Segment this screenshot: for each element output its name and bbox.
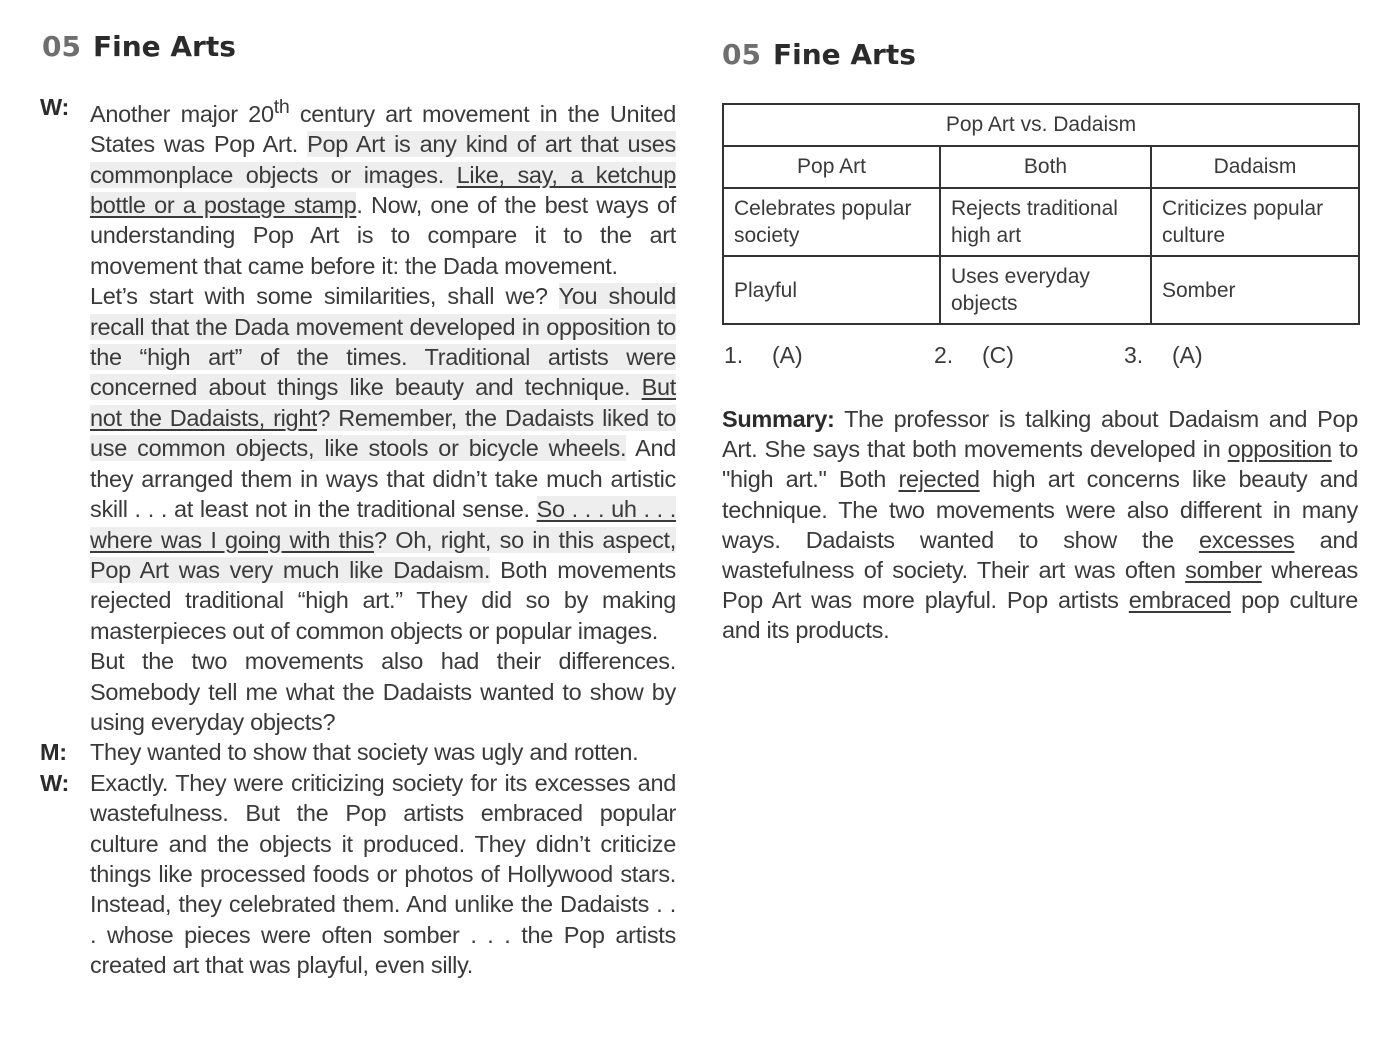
text-run: whereas Pop Art was more playful. Pop artists [722, 557, 1358, 614]
vocab-word: opposition [1227, 436, 1332, 463]
answer-value: (C) [982, 342, 1014, 368]
underlined-phrase: Like, say, a ketchup bottle or a postage stamp [90, 161, 676, 219]
text-run: . Now, one of the best ways of understanding Pop Art is to compare it to the art movement that came before it: the Dada movement. [90, 192, 676, 279]
highlighted-text: ? Remember, the Dadaists liked to use common objects, like stools or bicycle wheels. [90, 404, 676, 462]
text-run: Both movements rejected traditional “high art.” They did so by making masterpieces out of common objects or popular images. [90, 556, 676, 644]
answer-number: 3. [1124, 342, 1144, 368]
right-section-header [722, 38, 916, 71]
table-title: Pop Art vs. Dadaism [723, 104, 1359, 146]
table-cell: Somber [1151, 256, 1359, 324]
turn-text: They wanted to show that society was ugly and rotten. [90, 739, 639, 766]
vocab-word: embraced [1128, 587, 1231, 614]
answer-value: (A) [772, 342, 803, 368]
text-run: century art movement in the United States was Pop Art. [90, 100, 677, 158]
comparison-table [722, 103, 1360, 325]
answer-value: (A) [1172, 342, 1203, 368]
speaker-label: W: [40, 94, 69, 120]
left-section-number: 05 [42, 30, 81, 63]
text-run: Another major 20 [90, 100, 274, 127]
right-section-number: 05 [722, 38, 761, 71]
vocab-word: excesses [1198, 526, 1295, 553]
vocab-word: somber [1185, 557, 1262, 584]
answer-number: 2. [934, 342, 954, 368]
transcript-turn [40, 768, 676, 981]
text-run: The professor is talking about Dadaism and Pop Art. She says that both movements developed in [722, 406, 1358, 463]
column-header-both: Both [940, 146, 1151, 188]
column-header-pop-art: Pop Art [723, 146, 940, 188]
underlined-phrase: But not the Dadaists, right [90, 374, 676, 431]
table-title-row [723, 104, 1359, 146]
summary-paragraph [722, 404, 1358, 646]
turn-text [90, 92, 676, 737]
text-run: And they arranged them in ways that didn’t take much artistic skill . . . at least not in the traditional sense. [90, 435, 676, 523]
right-section-title: Fine Arts [772, 38, 916, 71]
transcript-turn [40, 92, 676, 737]
underlined-phrase: So . . . uh . . . where was I going with this [90, 496, 676, 553]
table-cell: Rejects traditional high art [940, 188, 1151, 256]
text-run: Let’s start with some similarities, shall we? [90, 283, 559, 310]
table-header-row [723, 146, 1359, 188]
table-cell: Uses everyday objects [940, 256, 1151, 324]
speaker-label: W: [40, 769, 69, 796]
vocab-word: rejected [898, 466, 980, 493]
transcript-paragraph: But the two movements also had their differences. Somebody tell me what the Dadaists wanted to show by using everyday objects? [90, 648, 676, 735]
answer-item [934, 342, 1014, 369]
transcript-turn [40, 737, 676, 767]
transcript-paragraph [90, 281, 676, 646]
highlighted-text: Pop Art is any kind of art that uses commonplace objects or images. [90, 131, 677, 188]
transcript-paragraph [90, 92, 676, 281]
left-section-title: Fine Arts [92, 30, 236, 63]
answer-item [1124, 342, 1203, 369]
left-section-header [42, 30, 236, 63]
column-header-dadaism: Dadaism [1151, 146, 1359, 188]
text-run: high art concerns like beauty and technique. The two movements were also different in many ways. Dadaists wanted to show the [722, 466, 1358, 553]
summary-label: Summary: [722, 406, 835, 432]
text-run: pop culture and its products. [722, 587, 1358, 644]
answer-item [724, 342, 803, 369]
superscript: th [273, 96, 290, 118]
lecture-transcript [40, 92, 676, 981]
highlighted-text: You should recall that the Dada movement developed in opposition to the “high art” of the times. Traditional artists were concerned about things like beauty and technique. [90, 283, 676, 401]
turn-text: Exactly. They were criticizing society for its excesses and wastefulness. But the Pop artists embraced popular culture and the objects it produced. They didn’t criticize things like processed foods or photos of Hollywood stars. Instead, they celebrated them. And unlike the Dadaists . . . whose pieces were often somber . . . the Pop artists created art that was playful, even silly. [90, 769, 676, 979]
table-cell: Playful [723, 256, 940, 324]
highlighted-text: ? Oh, right, so in this aspect, Pop Art was very much like Dadaism. [90, 526, 676, 583]
table-row [723, 188, 1359, 256]
table-cell: Celebrates popular society [723, 188, 940, 256]
text-run: to "high art." Both [722, 436, 1359, 493]
answer-number: 1. [724, 342, 744, 368]
text-run: and wastefulness of society. Their art was often [722, 526, 1358, 584]
speaker-label: M: [40, 739, 67, 766]
table-row [723, 256, 1359, 324]
table-cell: Criticizes popular culture [1151, 188, 1359, 256]
answer-key [724, 342, 1360, 374]
